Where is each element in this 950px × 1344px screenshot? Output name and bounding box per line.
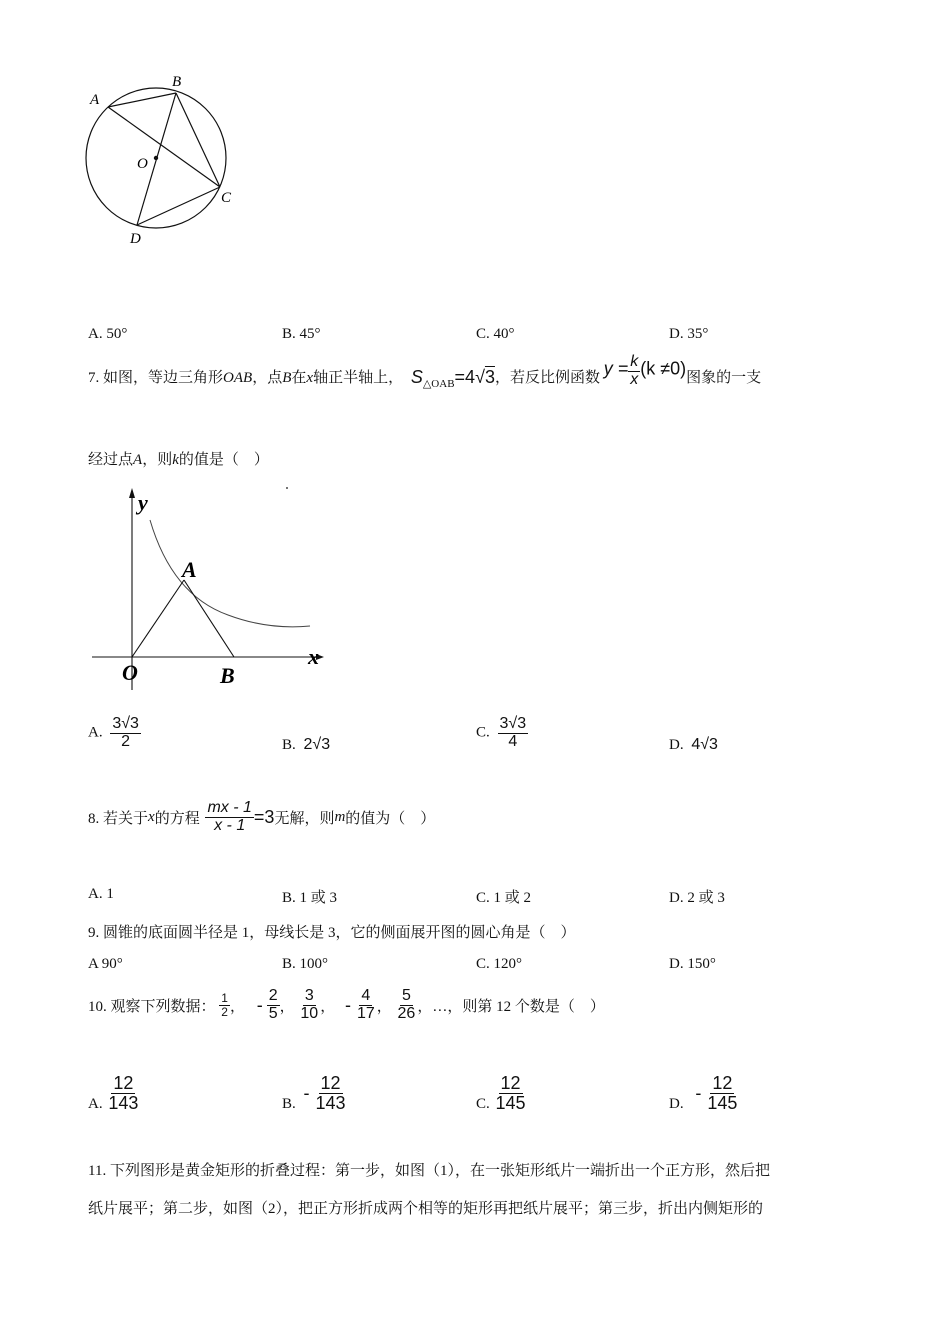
origin-label: O: [122, 660, 138, 685]
axis-y-label: y: [138, 490, 148, 515]
q8-option-a: A. 1: [88, 886, 114, 902]
label-B: B: [172, 74, 182, 90]
q10-stem: 10. 观察下列数据： $\frac{1}{2}$ ， - $\frac{2}{5}$ ， $\frac{3}{10}$ ， - $\frac{4}{17}$ ， $\frac{5}{26}$ ，…，则第 12 个数是（ ）: [88, 987, 605, 1022]
axis-x-label: x: [308, 644, 319, 669]
q9-option-b: B. 100°: [282, 956, 329, 972]
q7-stem: 7. 如图，等边三角形OAB，点B在x轴正半轴上， $S_{\triangle OAB}=4√3$，若反比例函数 y = $\frac{k}{x}$ (k ≠0)图象的一支: [88, 353, 762, 391]
hyperbola-figure: [88, 480, 328, 695]
q10-option-b: B. - $\frac{12}{143}$: [282, 1073, 346, 1113]
label-C: C: [221, 190, 232, 206]
circle-figure: [80, 70, 250, 250]
q7-option-c: C. $\frac{3√3}{4}$: [476, 715, 527, 750]
q6-option-b: B. 45°: [282, 326, 321, 342]
q8-stem: 8. 若关于x的方程 $\frac{mx - 1}{x - 1}$ =3无解，则m的值为（ ）: [88, 799, 436, 834]
q10-option-a: A. $\frac{12}{143}$: [88, 1073, 139, 1113]
q9-option-c: C. 120°: [476, 956, 523, 972]
label-D: D: [130, 231, 141, 247]
q8-option-d: D. 2 或 3: [669, 890, 725, 906]
q8-option-c: C. 1 或 2: [476, 890, 532, 906]
q7-option-a: A. $\frac{3√3}{2}$: [88, 715, 139, 750]
q7-option-b: B. 2√3: [282, 736, 331, 753]
q6-option-c: C. 40°: [476, 326, 515, 342]
point-A-label: A: [182, 557, 197, 582]
q7-stem-line2: 经过点A，则k的值是（ ）: [88, 452, 269, 468]
q9-option-a: A 90°: [88, 956, 123, 972]
q8-option-b: B. 1 或 3: [282, 890, 338, 906]
point-B-label: B: [220, 663, 235, 688]
q9-option-d: D. 150°: [669, 956, 716, 972]
q6-option-a: A. 50°: [88, 326, 128, 342]
q10-option-c: C. $\frac{12}{145}$: [476, 1073, 526, 1113]
q10-option-d: D. - $\frac{12}{145}$: [669, 1073, 738, 1113]
label-O: O: [137, 156, 148, 172]
q11-stem-line2: 纸片展平；第二步，如图（2），把正方形折成两个相等的矩形再把纸片展平；第三步，折出内侧矩形的: [88, 1201, 764, 1217]
q7-option-d: D. 4√3: [669, 736, 718, 753]
q11-stem-line1: 11. 下列图形是黄金矩形的折叠过程：第一步，如图（1），在一张矩形纸片一端折出一个正方形，然后把: [88, 1163, 770, 1179]
q6-option-d: D. 35°: [669, 326, 709, 342]
label-A: A: [90, 92, 100, 108]
q9-stem: 9. 圆锥的底面圆半径是 1，母线长是 3，它的侧面展开图的圆心角是（ ）: [88, 925, 576, 941]
